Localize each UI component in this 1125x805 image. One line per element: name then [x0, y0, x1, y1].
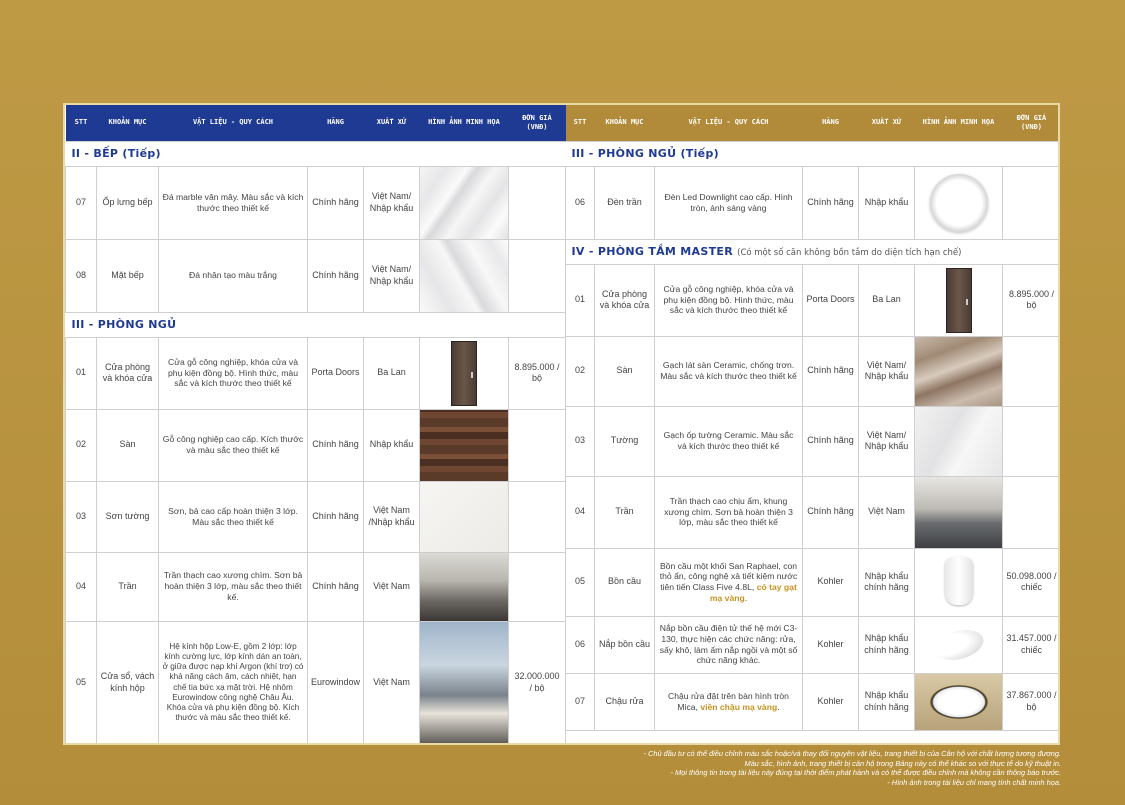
row-spec: Cửa gỗ công nghiệp, khóa cửa và phụ kiện đồng bộ. Hình thức, màu sắc và kích thước theo thiết kế	[655, 264, 803, 336]
row-brand: Kohler	[803, 673, 859, 730]
spec-sheet	[63, 103, 1060, 745]
row-spec: Đá nhân tạo màu trắng	[159, 239, 308, 312]
row-price: 32.000.000 / bộ	[509, 621, 566, 744]
row-spec: Gỗ công nghiệp cao cấp. Kích thước và màu sắc theo thiết kế	[159, 409, 308, 481]
row-price: 37.867.000 / bộ	[1003, 673, 1061, 730]
row-price	[509, 409, 566, 481]
section-note: (Có một số căn không bồn tắm do diện tích hạn chế)	[737, 247, 962, 258]
table-row	[66, 166, 566, 239]
footnote-line: - Hình ảnh trong tài liệu chỉ mang tính chất minh họa.	[887, 777, 1061, 787]
row-item: Sàn	[97, 409, 159, 481]
col-price: ĐƠN GIÁ (VNĐ)	[509, 105, 566, 141]
row-origin: Việt Nam/ Nhập khẩu	[364, 239, 420, 312]
footnote-line: Màu sắc, hình ảnh, trang thiết bị căn hộ trong Bảng này có thể khác so với thực tế do kỹ thuật in.	[744, 758, 1061, 768]
row-price	[509, 552, 566, 621]
row-price: 8.895.000 / bộ	[1003, 264, 1061, 336]
row-origin: Việt Nam/ Nhập khẩu	[859, 406, 915, 476]
row-brand: Chính hãng	[308, 166, 364, 239]
col-spec: VẬT LIỆU - QUY CÁCH	[159, 105, 308, 141]
row-price	[509, 239, 566, 312]
row-stt: 05	[566, 548, 595, 616]
row-brand: Chính hãng	[803, 406, 859, 476]
row-price: 31.457.000 / chiếc	[1003, 616, 1061, 673]
col-item: KHOẢN MỤC	[97, 105, 159, 141]
row-spec: Sơn, bả cao cấp hoàn thiện 3 lớp. Màu sắc theo thiết kế	[159, 481, 308, 552]
row-price	[1003, 166, 1061, 239]
row-stt: 04	[66, 552, 97, 621]
table-row	[566, 406, 1061, 476]
col-stt: STT	[566, 105, 595, 141]
row-item: Nắp bồn cầu	[595, 616, 655, 673]
wooden-door-image	[420, 337, 509, 409]
row-origin: Nhập khẩu	[859, 166, 915, 239]
row-price: 8.895.000 / bộ	[509, 337, 566, 409]
section-title	[566, 239, 1061, 264]
header-row	[66, 105, 566, 141]
row-stt: 01	[566, 264, 595, 336]
col-image: HÌNH ẢNH MINH HỌA	[420, 105, 509, 141]
row-price	[1003, 406, 1061, 476]
footnotes	[361, 749, 1061, 788]
row-item: Sàn	[595, 336, 655, 406]
row-item: Mặt bếp	[97, 239, 159, 312]
row-spec: Trần thạch cao chịu ẩm, khung xương chìm. Sơn bả hoàn thiện 3 lớp, màu sắc theo thiết kế	[655, 476, 803, 548]
toilet-image	[915, 548, 1003, 616]
footnote-line: - Mọi thông tin trong tài liệu này đúng tại thời điểm phát hành và có thể được điều chỉnh mà không cần thông báo trước.	[670, 768, 1061, 778]
header-row	[566, 105, 1061, 141]
row-brand: Kohler	[803, 616, 859, 673]
row-stt: 06	[566, 166, 595, 239]
row-brand: Chính hãng	[803, 166, 859, 239]
row-origin: Ba Lan	[859, 264, 915, 336]
spec-text-end: .	[777, 701, 780, 712]
bedroom-window-image	[420, 621, 509, 744]
row-origin: Nhập khẩu chính hãng	[859, 616, 915, 673]
row-item: Cửa sổ, vách kính hộp	[97, 621, 159, 744]
table-row	[66, 621, 566, 744]
row-stt: 08	[66, 239, 97, 312]
row-spec: Gạch lát sàn Ceramic, chống trơn. Màu sắc và kích thước theo thiết kế	[655, 336, 803, 406]
spec-text-end: .	[744, 592, 748, 603]
row-brand: Kohler	[803, 548, 859, 616]
col-origin: XUẤT XỨ	[859, 105, 915, 141]
row-origin: Nhập khẩu	[364, 409, 420, 481]
row-stt: 05	[66, 621, 97, 744]
row-brand: Eurowindow	[308, 621, 364, 744]
row-item: Cửa phòng và khóa cửa	[595, 264, 655, 336]
section-title: II - BẾP (Tiếp)	[66, 141, 566, 166]
row-price	[509, 166, 566, 239]
col-origin: XUẤT XỨ	[364, 105, 420, 141]
bedroom-ceiling-image	[420, 552, 509, 621]
row-stt: 04	[566, 476, 595, 548]
row-item: Cửa phòng và khóa cửa	[97, 337, 159, 409]
section-title: III - PHÒNG NGỦ (Tiếp)	[566, 141, 1061, 166]
toilet-seat-image	[915, 616, 1003, 673]
ceramic-floor-image	[915, 336, 1003, 406]
col-stt: STT	[66, 105, 97, 141]
row-brand: Porta Doors	[803, 264, 859, 336]
wood-floor-image	[420, 409, 509, 481]
spec-highlight: viền chậu mạ vàng	[700, 701, 778, 712]
row-item: Ốp lưng bếp	[97, 166, 159, 239]
row-stt: 01	[66, 337, 97, 409]
section-title-text: IV - PHÒNG TẮM MASTER	[571, 244, 733, 258]
row-origin: Việt Nam	[364, 621, 420, 744]
row-brand: Chính hãng	[308, 239, 364, 312]
table-row	[66, 337, 566, 409]
row-item: Tường	[595, 406, 655, 476]
table-row	[566, 673, 1061, 730]
table-row	[566, 264, 1061, 336]
row-spec: Đèn Led Downlight cao cấp. Hình tròn, ánh sáng vàng	[655, 166, 803, 239]
white-marble-image	[420, 239, 509, 312]
row-origin: Nhập khẩu chính hãng	[859, 673, 915, 730]
table-row	[566, 166, 1061, 239]
wall-tile-image	[915, 406, 1003, 476]
row-stt: 06	[566, 616, 595, 673]
right-table	[565, 105, 1060, 731]
table-row	[566, 336, 1061, 406]
row-item: Chậu rửa	[595, 673, 655, 730]
table-row	[66, 552, 566, 621]
row-spec: Cửa gỗ công nghiệp, khóa cửa và phụ kiện đồng bộ. Hình thức, màu sắc và kích thước theo thiết kế	[159, 337, 308, 409]
bathroom-ceiling-image	[915, 476, 1003, 548]
row-spec: Đá marble vân mây. Màu sắc và kích thước theo thiết kế	[159, 166, 308, 239]
wooden-door-image	[915, 264, 1003, 336]
row-spec: Gạch ốp tường Ceramic. Màu sắc và kích thước theo thiết kế	[655, 406, 803, 476]
row-brand: Chính hãng	[308, 552, 364, 621]
basin-image	[915, 673, 1003, 730]
row-stt: 03	[566, 406, 595, 476]
row-price	[1003, 336, 1061, 406]
row-stt: 07	[566, 673, 595, 730]
row-origin: Việt Nam	[364, 552, 420, 621]
row-price	[509, 481, 566, 552]
row-spec: Nắp bồn cầu điện tử thế hệ mới C3-130, thực hiện các chức năng: rửa, sấy khô, làm ấm nắp ngồi và một số chức năng khác.	[655, 616, 803, 673]
row-brand: Chính hãng	[803, 476, 859, 548]
row-item: Trần	[97, 552, 159, 621]
col-brand: HÃNG	[803, 105, 859, 141]
row-stt: 03	[66, 481, 97, 552]
row-origin: Việt Nam/ Nhập khẩu	[364, 166, 420, 239]
table-row	[66, 409, 566, 481]
table-row	[566, 548, 1061, 616]
col-brand: HÃNG	[308, 105, 364, 141]
row-origin: Việt Nam	[859, 476, 915, 548]
row-origin: Việt Nam/ Nhập khẩu	[859, 336, 915, 406]
row-stt: 02	[66, 409, 97, 481]
spec-highlight: có tay gạt mạ vàng	[709, 582, 797, 603]
row-stt: 02	[566, 336, 595, 406]
col-item: KHOẢN MỤC	[595, 105, 655, 141]
table-row	[566, 616, 1061, 673]
row-spec: Trần thạch cao xương chìm. Sơn bả hoàn thiện 3 lớp, màu sắc theo thiết kế.	[159, 552, 308, 621]
row-origin: Ba Lan	[364, 337, 420, 409]
row-price	[1003, 476, 1061, 548]
spec-text: Chậu rửa đặt trên bàn hình tròn Mica,	[668, 690, 789, 712]
row-brand: Porta Doors	[308, 337, 364, 409]
row-spec: Hệ kính hộp Low-E, gồm 2 lớp: lớp kính cường lực, lớp kính dán an toàn, ở giữa được nạp khí Argon (khí trơ) có khả năng cách âm, cách nhiệt, hạn chế tia bức xạ mặt trời. Hệ nhôm Eurowindow công nghệ Châu Âu. Khóa cửa và phụ kiện đồng bộ. Kích thước và màu sắc theo thiết kế.	[159, 621, 308, 744]
row-brand: Chính hãng	[308, 481, 364, 552]
row-brand: Chính hãng	[308, 409, 364, 481]
downlight-image	[915, 166, 1003, 239]
col-price: ĐƠN GIÁ (VNĐ)	[1003, 105, 1061, 141]
row-item: Trần	[595, 476, 655, 548]
spec-text: Bồn cầu một khối San Raphael, con thỏ ẩn, công nghệ xả tiết kiệm nước tiên tiến Class Five 4.8L,	[659, 560, 798, 592]
row-origin: Nhập khẩu chính hãng	[859, 548, 915, 616]
row-item: Sơn tường	[97, 481, 159, 552]
footnote-line: - Chủ đầu tư có thể điều chỉnh màu sắc hoặc/và thay đổi nguyên vật liệu, trang thiết bị của Căn hộ với chất lượng tương đương.	[643, 749, 1061, 758]
row-item: Đèn trần	[595, 166, 655, 239]
row-spec	[655, 673, 803, 730]
row-stt: 07	[66, 166, 97, 239]
white-paint-image	[420, 481, 509, 552]
section-title: III - PHÒNG NGỦ	[66, 312, 566, 337]
table-row	[66, 239, 566, 312]
table-row	[66, 481, 566, 552]
table-row	[566, 476, 1061, 548]
col-image: HÌNH ẢNH MINH HỌA	[915, 105, 1003, 141]
row-item: Bồn cầu	[595, 548, 655, 616]
marble-stone-image	[420, 166, 509, 239]
left-table	[65, 105, 565, 745]
row-price: 50.098.000 / chiếc	[1003, 548, 1061, 616]
col-spec: VẬT LIỆU - QUY CÁCH	[655, 105, 803, 141]
row-origin: Việt Nam /Nhập khẩu	[364, 481, 420, 552]
row-spec	[655, 548, 803, 616]
row-brand: Chính hãng	[803, 336, 859, 406]
